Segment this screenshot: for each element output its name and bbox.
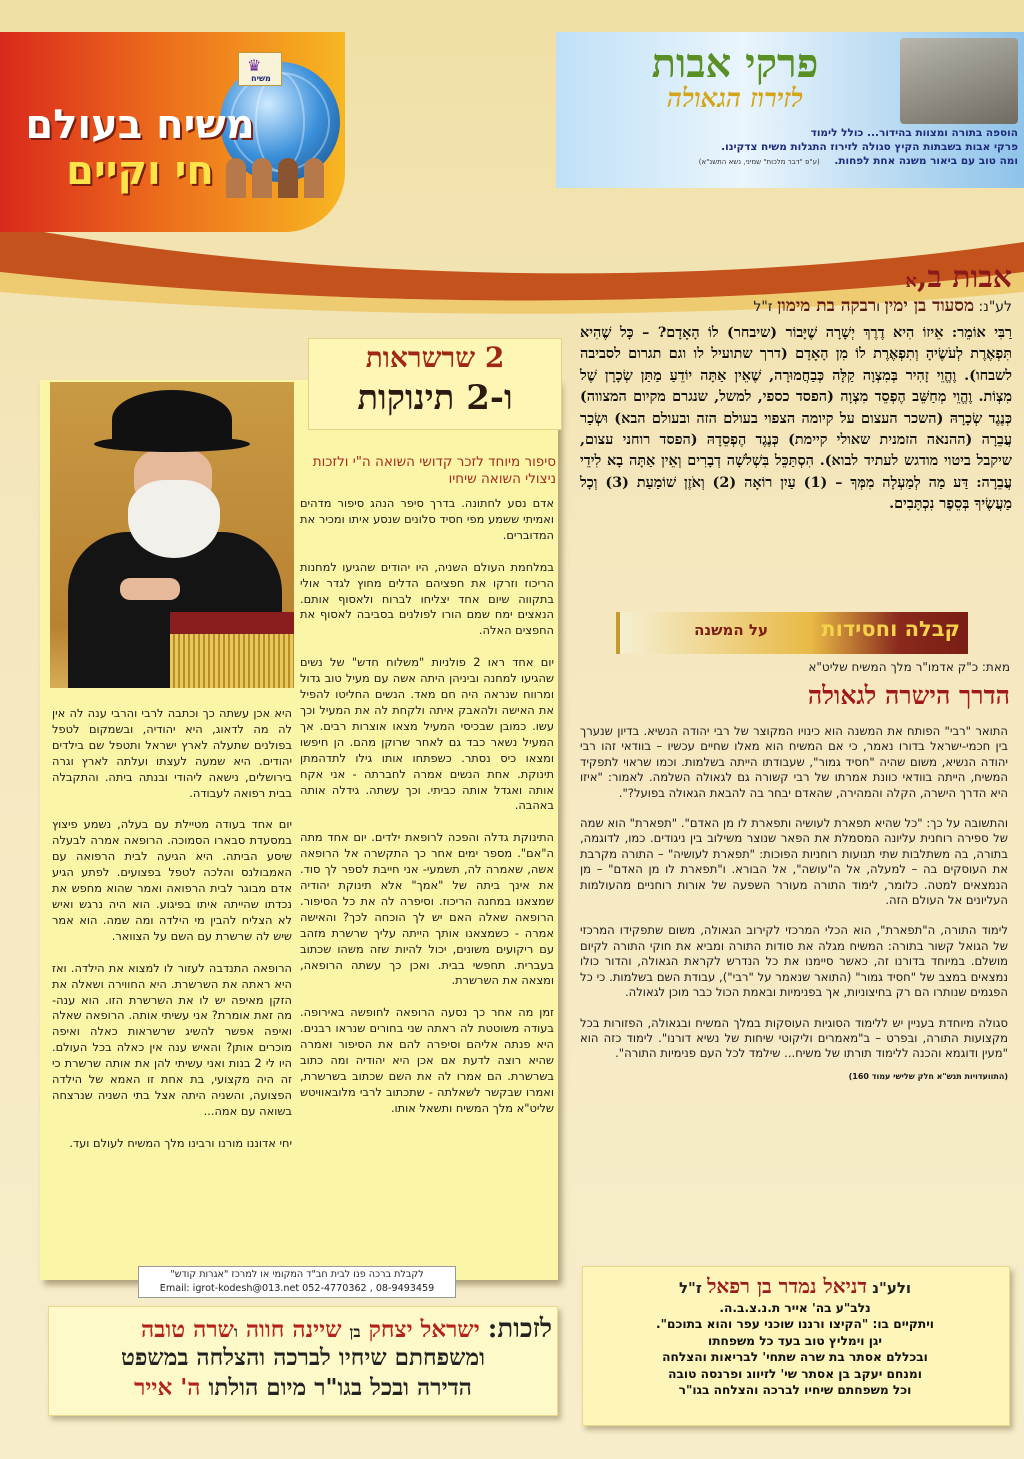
story-subtitle: סיפור מיוחד לזכר קדושי השואה ה"י ולזכות ניצולי השואה שיחיו bbox=[312, 454, 556, 487]
memorial-text bbox=[590, 1300, 1000, 1398]
zchus-ben: בן bbox=[349, 1323, 361, 1341]
hand-icon bbox=[278, 158, 298, 198]
paragraph: התינוקת גדלה והפכה לרופאת ילדים. יום אחד מתה ה"אם". מספר ימים אחר כך התקשרה אל הרופאה אשה, שאמרה לה, תשמעי- אני חייבת לספר לך סוד. את אינך ביתה של "אמך" אלא תינוקת יהודיה שמצאנו במחנה הריכוז. וסיפרה לה את כל הסיפור. הרופאה שאלה האם יש לך הוכחה לכך? והאישה אמרה - כשמצאנו אותך הייתה עליך שרשרת מזהב עם ריקועים משונים, יכול להיות שזה משהו שכתוב בעברית. תחפשי בבית. ואכן כך עשתה הרופאה, ומצאה את השרשרת. bbox=[300, 830, 554, 988]
dedication-and: ו bbox=[876, 299, 881, 315]
kabbala-bar-title: קבלה וחסידות bbox=[821, 617, 960, 641]
zchus-name: ישראל יצחק bbox=[368, 1316, 480, 1343]
mishna-text: רַבִּי אוֹמֵר: אֵיזוֹ הִיא דֶרֶךְ יְשָׁרָה שֶׁיָּבוֹר (שיבחר) לוֹ הָאָדָם? – כָּל שֶׁהִיא תִּפְאֶרֶת לְעֹשֶׂיהָ וְתִפְאֶרֶת לוֹ מִן הָאָדָם (דרך שתועיל לו וגם תגרום לסביבה לשבחו). וֶהֱוֵי זָהִיר בְּמִצְוָה קַלָּה כְּבַחֲמוּרָה, שֶׁאֵין אַתָּה יוֹדֵעַ מַתַּן שְׂכָרָן שֶׁל מִצְוֹת. וֶהֱוֵי מְחַשֵּׁב הֶפְסֵד מִצְוָה (הפסד כספי, למשל, שנגרם מקיום המצווה) כְּנֶגֶד שְׂכָרָהּ (השכר העצום על קיומה הצפוי בעולם הזה ובעולם הבא) וּשְׂכַר עֲבֵרָה (ההנאה הזמנית שאולי קיימת) כְּנֶגֶד הֶפְסֵדָהּ (הפסד רוחני עצום, שיקבל ביטוי מודגש לעתיד לבוא). הִסְתַּכֵּל בִּשְׁלשָׁה דְבָרִים וְאֵין אַתָּה בָא לִידֵי עֲבֵרָה: דַּע מַה לְמַעְלָה מִמְּךָ – (1) עַיִן רוֹאָה (2) וְאֹזֶן שׁוֹמַעַת (3) וְכָל מַעֲשֶׂיךָ בְּסֵפֶר נִכְתָּבִים. bbox=[580, 324, 1012, 513]
story-column-right-top bbox=[300, 496, 554, 1133]
zchus-prefix: לזכות: bbox=[487, 1314, 552, 1344]
kabbala-title: הדרך הישרה לגאולה bbox=[807, 681, 1010, 710]
memorial-name: דניאל נמדר בן רפאל bbox=[707, 1274, 867, 1298]
zchus-vav: ו bbox=[233, 1323, 238, 1341]
banner-line2: חי וקיים bbox=[66, 148, 214, 194]
zchus-line2: ומשפחתם שיחיו לברכה והצלחה במשפט bbox=[121, 1344, 485, 1371]
info-line: פרקי אבות בשבתות הקיץ סגולה לזירוז התגלות משיח צדקינו. bbox=[721, 141, 1018, 153]
paragraph: היא אכן עשתה כך וכתבה לרבי והרבי ענה לה אין לה מה לדאוג, היא יהודיה, ובשמקום לטפל בפולנים שתעלה לארץ ישראל ותטפל שם בילדים יהודים. היא שמעה לעצתו ועלתה לארץ וגרה בירושלים, נישאה ליהודי ובנתה ביתה. והתקבלה בבית רפואה לעבודה. bbox=[52, 706, 292, 800]
pirkei-avot-title: פרקי אבות bbox=[651, 40, 819, 87]
pirkei-avot-subtitle: לזירוז הגאולה bbox=[667, 84, 803, 114]
paragraph: אדם נסע לחתונה. בדרך סיפר הנהג סיפור מדהים ואמיתי ששמע מפי חסיד סלונים שנסע איתו ומכיר את המדוברים. bbox=[300, 496, 554, 542]
paragraph: זמן מה אחר כך נסעה הרופאה לחופשה באירופה. בעודה משוטטת לה ראתה שני בחורים שנראו רבנים. היא פנתה אליהם וסיפרה להם את הסיפור ואמרה שהיא רוצה לדעת אם אכן היא יהודיה ומה כתוב בשרשרת. הם אמרו לה את השם שכתוב בשרשרת, ואמרו שבקשר לשאלתה - שתכתוב לרבי מלובאוויטש שליט"א מלך המשיח ותשאל אותו. bbox=[300, 1005, 554, 1115]
info-ref: (ע"פ "דבר מלכות" שמיני, נשא התשנ"א) bbox=[698, 158, 820, 166]
igrot-line: לקבלת ברכה פנו לבית חב"ד המקומי או למרכז "אגרות קודש" bbox=[170, 1269, 424, 1280]
header-info bbox=[566, 126, 1018, 169]
kabbala-author: מאת: כ"ק אדמו"ר מלך המשיח שליט"א bbox=[808, 660, 1010, 674]
story-column-left bbox=[52, 706, 292, 1168]
memorial-line: יגן וימליץ טוב בעד כל משפחתו bbox=[708, 1333, 882, 1348]
zchus-line3 bbox=[54, 1374, 552, 1401]
memorial-suffix: ז"ל bbox=[678, 1279, 702, 1297]
dedication-name: מסעוד בן ימין bbox=[884, 296, 975, 316]
crown-icon: ♛ bbox=[247, 56, 262, 75]
memorial-prefix: ולע"נ bbox=[872, 1279, 912, 1297]
igrot-contact bbox=[138, 1266, 456, 1298]
hand-icon bbox=[304, 158, 324, 198]
info-line: ומה טוב עם ביאור משנה אחת לפחות. bbox=[834, 155, 1018, 167]
avot-verse: א bbox=[905, 271, 917, 292]
paragraph: התואר "רבי" הפותח את המשנה הוא כינויו המקוצר של רבי יהודה הנשיא. בדיון שנערך בין חכמי-ישראל בדורו נאמר, כי אם המשיח הוא מאלו שחיים עכשיו – בוודאי זהו רבי יהודה הנשיא, משום שהיה "חסיד גמור", שעבודתו הייתה בשלמות. וכמו שראוי לתפקיד המשיח, הייתה בוודאי כוונת אמרתו של רבי קשורה גם לגאולה השלמה. לאמור: "איזו היא הדרך הישרה, הקלה והמהירה, שהאדם יבחר בה להבאת הגאולה בפועל?". bbox=[580, 724, 1008, 800]
memorial-line: ובכללם אסתר בת שרה שתחי' לבריאות והצלחה bbox=[662, 1350, 928, 1365]
paragraph: יחי אדוננו מורנו ורבינו מלך המשיח לעולם ועד. bbox=[69, 1135, 292, 1150]
avot-title-text: אבות ב, bbox=[916, 260, 1012, 295]
avot-title bbox=[680, 260, 1012, 295]
paragraph: יום אחד בעודה מטיילת עם בעלה, נשמע פיצוץ במסעדת סבארו הסמוכה. הרופאה אמרה לבעלה שיסע הביתה. היא הגיעה לבית הרפואה עם האמבולנס והלכה לטפל בפצועים. לפתע הגיע אדם מבוגר לבית הרפואה ואמר שהוא מחפש את נכדתו שהייתה איתו בפיגוע. הוא היה נרגש ואיש לא הצליח להבין מי הילדה ומה שמה. הוא אמר שיש לה שרשרת עם השם על הצוואר. bbox=[52, 817, 292, 943]
dedication-prefix: לע"נ: bbox=[978, 299, 1012, 315]
zchus-name: שיינה חווה bbox=[245, 1316, 342, 1343]
memorial-line: וכל משפחתם שיחיו לברכה והצלחה בגו"ר bbox=[678, 1383, 912, 1398]
kabbala-body bbox=[580, 724, 1008, 1084]
story-title-line1: 2 שרשראות bbox=[365, 341, 505, 374]
memorial-line: ומנחם יעקב בן אסתר שי' לזיווג ופרנסה טובה bbox=[668, 1366, 922, 1381]
flag-label: משיח bbox=[251, 74, 271, 83]
paragraph: הרופאה התנדבה לעזור לו למצוא את הילדה. ואז היא ראתה את השרשרת. היא החווירה ושאלה את הזקן מאיפה יש לו את השרשרת הזו. הוא ענה- מה זאת אומרת? אני עשיתי אותה. הרופאה שאלה ואיפה אפשר להשיג שרשראות כאלה ואיפה מוכרים אותן? והאיש ענה אין כאלה בכל העולם. היו לי 2 בנות ואני עשיתי להן את אותה שרשרת כי זה היה מקצועי, בת אחת זו האמא של הילדה הפצועה, והשניה היתה אצל בתי השניה שנרצחה בשואה עם אמה... bbox=[52, 960, 292, 1118]
memorial-line: נלב"ע בה' אייר ת.נ.צ.ב.ה. bbox=[719, 1301, 871, 1315]
memorial-heading bbox=[590, 1274, 1000, 1299]
dedication-name: רבקה בת מימון bbox=[777, 296, 877, 316]
zchus-line3-text: הדירה ובכל בגו"ר מיום הולתו bbox=[208, 1374, 472, 1401]
info-line: הוספה בתורה ומצוות בהידור... כולל לימוד bbox=[810, 127, 1018, 139]
zchus-name: שרה טובה bbox=[141, 1316, 234, 1343]
paragraph: לימוד התורה, ה"תפארת", הוא הכלי המרכזי לקירוב הגאולה, משום שתפקידו המרכזי של הגואל קשור בתורה: המשיח מגלה את סודות התורה ומביא את חוקי התורה לקיום מושלם. במיוחד בדורנו זה, כאשר סיימנו את כל הנדרש לקראת הגאולה, והדור כולו נמצאים במצב של "חסיד גמור" (התואר שנאמר על "רבי"), עבודת השם בשלמות. כי כל הפגמים שנותרו הם רק בחיצוניות, אך בפנימיות ובאמת הכול כבר מוכן לגאולה. bbox=[580, 923, 1008, 1000]
paragraph: במלחמת העולם השניה, היו יהודים שהגיעו למחנות הריכוז וזרקו את חפציהם הדלים מחוץ לגדר אולי בתקווה שיום אחד יצליחו לברוח ולאסוף אותם. הנאצים ימח שמם הורו לפולנים בסביבה לאסוף את החפצים האלה. bbox=[300, 559, 554, 638]
zchus-line1 bbox=[54, 1314, 552, 1344]
zchus-date: ה' אייר bbox=[134, 1374, 201, 1401]
kabbala-bar-sub: על המשנה bbox=[694, 621, 768, 639]
paragraph: יום אחד ראו 2 פולניות "משלוח חדש" של נשים שהגיעו למחנה וביניהן היתה אשה עם מעיל טוב גדול ומרווח שנראה היה חם מאד. הנשים החליטו להפיל את האישה ולהאבק איתה ולקחת לה את המעיל וכך עשו. כמובן שבכיסי המעיל מצאו אוצרות רבים. אך המעיל נשאר כבד גם לאחר שרוקן מהם. הן חיפשו ומצאו כיס נסתר. כשפתחו אותו גילו לתדהמתן תינוקת. אחת הנשים אמרה לחברתה - אני אקח אותה ואגדל אותה כביתי. וכך עשתה. גידלה אותה באהבה. bbox=[300, 655, 555, 813]
igrot-email[interactable]: Email: igrot-kodesh@013.net 052-4770362 , 08-9493459 bbox=[159, 1282, 435, 1294]
paragraph: סגולה מיוחדת בעניין יש ללימוד הסוגיות העוסקות במלך המשיח ובגאולה, הפזורות בכל מקצועות התורה, ובפרט – ב"מאמרים וליקוטי שיחות של נשיא דורנו". לימוד כזה הוא "מעין ודוגמא והכנה ללימוד תורתו של משיח... שילמד לכל העם פנימיות התורה". bbox=[580, 1015, 1008, 1061]
paragraph: והתשובה על כך: "כל שהיא תפארת לעושיה ותפארת לו מן האדם". "תפארת" הוא שמה של ספירה רוחנית עליונה המסמלת את הפאר שנוצר משילוב בין ניגודים. כמו, לדוגמה, בתורה, בה משתלבות שתי תנועות רוחניות הפוכות: "תפארת לעושיה" – התורה מקרבת את העוסקים בה – למעלה, אל ה"עושה", אל הבורא. ו"תפארת לו מן האדם" – מן הנמצאים למטה. כלומר, לימוד התורה מעורר השפעה של אורות רוחניים מהעולמות העליונים אל העולם הזה. bbox=[580, 816, 1008, 908]
kabbala-source: (התוועדויות תנש"א חלק שלישי עמוד 160) bbox=[848, 1071, 1008, 1081]
banner-line1: משיח בעולם bbox=[25, 102, 255, 148]
avot-dedication bbox=[560, 296, 1012, 316]
story-title-line2: ו-2 תינוקות bbox=[357, 378, 513, 418]
scroll-image bbox=[900, 38, 1018, 124]
dedication-suffix: ז"ל bbox=[753, 299, 773, 315]
rebbe-photo bbox=[50, 382, 294, 688]
memorial-line: ויתקיים בו: "הקיצו ורננו שוכני עפר והוא בתוכם". bbox=[656, 1317, 934, 1332]
